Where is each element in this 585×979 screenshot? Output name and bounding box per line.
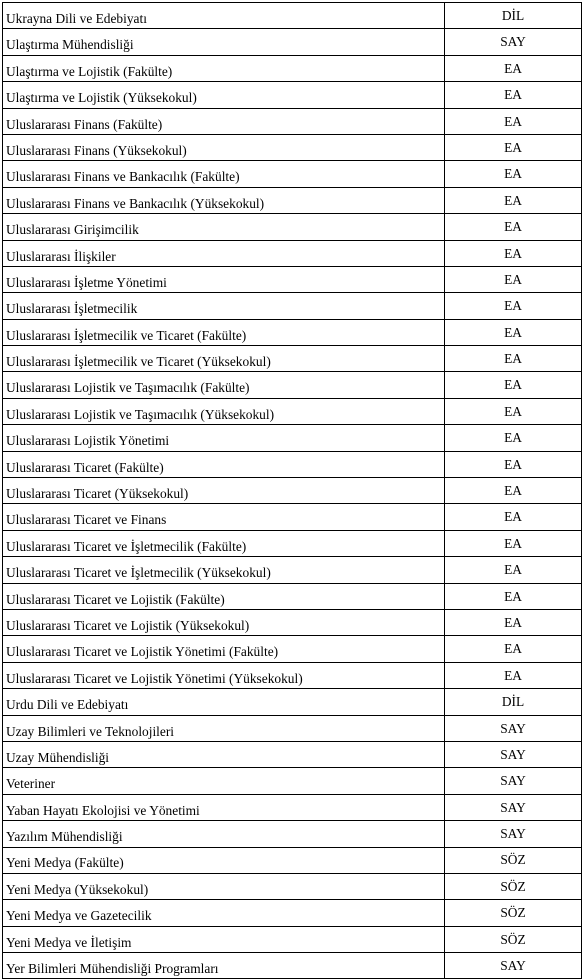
program-name-cell: Veteriner [3, 768, 445, 794]
score-type-cell: EA [445, 478, 582, 504]
table-row [3, 55, 582, 81]
table-row [3, 504, 582, 530]
program-name-cell: Uluslararası Ticaret ve Lojistik (Yüksekokul) [3, 609, 445, 635]
program-name-cell: Uluslararası Lojistik ve Taşımacılık (Fakülte) [3, 372, 445, 398]
table-row [3, 372, 582, 398]
table-body [3, 3, 582, 979]
table-row [3, 847, 582, 873]
score-type-cell: DİL [445, 689, 582, 715]
table-row [3, 451, 582, 477]
program-name-cell: Uluslararası Ticaret ve İşletmecilik (Yüksekokul) [3, 557, 445, 583]
program-name-cell: Uluslararası İşletmecilik ve Ticaret (Yüksekokul) [3, 346, 445, 372]
program-name-cell: Yeni Medya (Fakülte) [3, 847, 445, 873]
score-type-cell: SAY [445, 768, 582, 794]
program-name-cell: Ukrayna Dili ve Edebiyatı [3, 3, 445, 29]
table-row [3, 636, 582, 662]
score-type-cell: EA [445, 55, 582, 81]
score-type-cell: SAY [445, 715, 582, 741]
score-type-cell: SAY [445, 29, 582, 55]
score-type-cell: EA [445, 214, 582, 240]
score-type-cell: SÖZ [445, 900, 582, 926]
table-row [3, 240, 582, 266]
table-row [3, 821, 582, 847]
table-row [3, 768, 582, 794]
program-name-cell: Uluslararası Girişimcilik [3, 214, 445, 240]
program-name-cell: Yeni Medya ve İletişim [3, 926, 445, 952]
table-row [3, 108, 582, 134]
program-name-cell: Uluslararası Finans ve Bankacılık (Yüksekokul) [3, 187, 445, 213]
table-row [3, 794, 582, 820]
program-name-cell: Uluslararası İşletmecilik ve Ticaret (Fakülte) [3, 319, 445, 345]
program-name-cell: Yer Bilimleri Mühendisliği Programları [3, 953, 445, 979]
score-type-cell: SÖZ [445, 926, 582, 952]
program-name-cell: Uluslararası Finans ve Bankacılık (Fakülte) [3, 161, 445, 187]
table-row [3, 689, 582, 715]
table-row [3, 161, 582, 187]
table-row [3, 82, 582, 108]
table-row [3, 583, 582, 609]
program-name-cell: Uluslararası İşletmecilik [3, 293, 445, 319]
score-type-cell: EA [445, 82, 582, 108]
score-type-cell: EA [445, 346, 582, 372]
score-type-cell: EA [445, 609, 582, 635]
program-name-cell: Yaban Hayatı Ekolojisi ve Yönetimi [3, 794, 445, 820]
score-type-cell: SAY [445, 821, 582, 847]
score-type-cell: DİL [445, 3, 582, 29]
table-row [3, 873, 582, 899]
table-row [3, 557, 582, 583]
program-name-cell: Ulaştırma ve Lojistik (Yüksekokul) [3, 82, 445, 108]
table-row [3, 214, 582, 240]
program-name-cell: Uluslararası Ticaret ve Lojistik Yönetimi (Yüksekokul) [3, 662, 445, 688]
table-row [3, 3, 582, 29]
score-type-cell: EA [445, 504, 582, 530]
program-name-cell: Uluslararası Ticaret ve Lojistik (Fakülte) [3, 583, 445, 609]
table-row [3, 398, 582, 424]
score-type-cell: EA [445, 636, 582, 662]
score-type-cell: SÖZ [445, 847, 582, 873]
program-name-cell: Uluslararası İşletme Yönetimi [3, 266, 445, 292]
table-row [3, 266, 582, 292]
table-row [3, 662, 582, 688]
table-row [3, 953, 582, 979]
score-type-cell: EA [445, 662, 582, 688]
program-name-cell: Uzay Mühendisliği [3, 741, 445, 767]
program-name-cell: Urdu Dili ve Edebiyatı [3, 689, 445, 715]
program-name-cell: Ulaştırma Mühendisliği [3, 29, 445, 55]
score-type-cell: EA [445, 161, 582, 187]
program-name-cell: Uluslararası Ticaret ve Finans [3, 504, 445, 530]
program-name-cell: Uluslararası İlişkiler [3, 240, 445, 266]
program-name-cell: Uluslararası Ticaret (Fakülte) [3, 451, 445, 477]
score-type-cell: EA [445, 319, 582, 345]
score-type-cell: EA [445, 425, 582, 451]
score-type-cell: EA [445, 108, 582, 134]
table-row [3, 425, 582, 451]
score-type-cell: EA [445, 240, 582, 266]
program-name-cell: Uluslararası Lojistik ve Taşımacılık (Yüksekokul) [3, 398, 445, 424]
program-name-cell: Yeni Medya ve Gazetecilik [3, 900, 445, 926]
table-row [3, 29, 582, 55]
document-page [2, 2, 582, 979]
score-type-cell: SAY [445, 794, 582, 820]
table-row [3, 478, 582, 504]
table-row [3, 187, 582, 213]
table-row [3, 715, 582, 741]
table-row [3, 346, 582, 372]
program-name-cell: Uluslararası Ticaret ve Lojistik Yönetimi (Fakülte) [3, 636, 445, 662]
program-name-cell: Uluslararası Lojistik Yönetimi [3, 425, 445, 451]
table-row [3, 926, 582, 952]
score-type-cell: SAY [445, 953, 582, 979]
score-type-cell: EA [445, 134, 582, 160]
score-type-cell: EA [445, 187, 582, 213]
program-name-cell: Uluslararası Finans (Yüksekokul) [3, 134, 445, 160]
table-row [3, 741, 582, 767]
table-row [3, 134, 582, 160]
program-name-cell: Uluslararası Finans (Fakülte) [3, 108, 445, 134]
score-type-cell: EA [445, 266, 582, 292]
score-type-cell: SÖZ [445, 873, 582, 899]
program-name-cell: Yeni Medya (Yüksekokul) [3, 873, 445, 899]
program-score-type-table [2, 2, 582, 979]
score-type-cell: EA [445, 372, 582, 398]
table-row [3, 319, 582, 345]
table-row [3, 609, 582, 635]
table-row [3, 900, 582, 926]
score-type-cell: EA [445, 583, 582, 609]
program-name-cell: Uluslararası Ticaret ve İşletmecilik (Fakülte) [3, 530, 445, 556]
score-type-cell: EA [445, 530, 582, 556]
score-type-cell: EA [445, 451, 582, 477]
score-type-cell: EA [445, 557, 582, 583]
table-row [3, 530, 582, 556]
program-name-cell: Ulaştırma ve Lojistik (Fakülte) [3, 55, 445, 81]
score-type-cell: EA [445, 293, 582, 319]
program-name-cell: Yazılım Mühendisliği [3, 821, 445, 847]
table-row [3, 293, 582, 319]
score-type-cell: SAY [445, 741, 582, 767]
program-name-cell: Uluslararası Ticaret (Yüksekokul) [3, 478, 445, 504]
score-type-cell: EA [445, 398, 582, 424]
program-name-cell: Uzay Bilimleri ve Teknolojileri [3, 715, 445, 741]
